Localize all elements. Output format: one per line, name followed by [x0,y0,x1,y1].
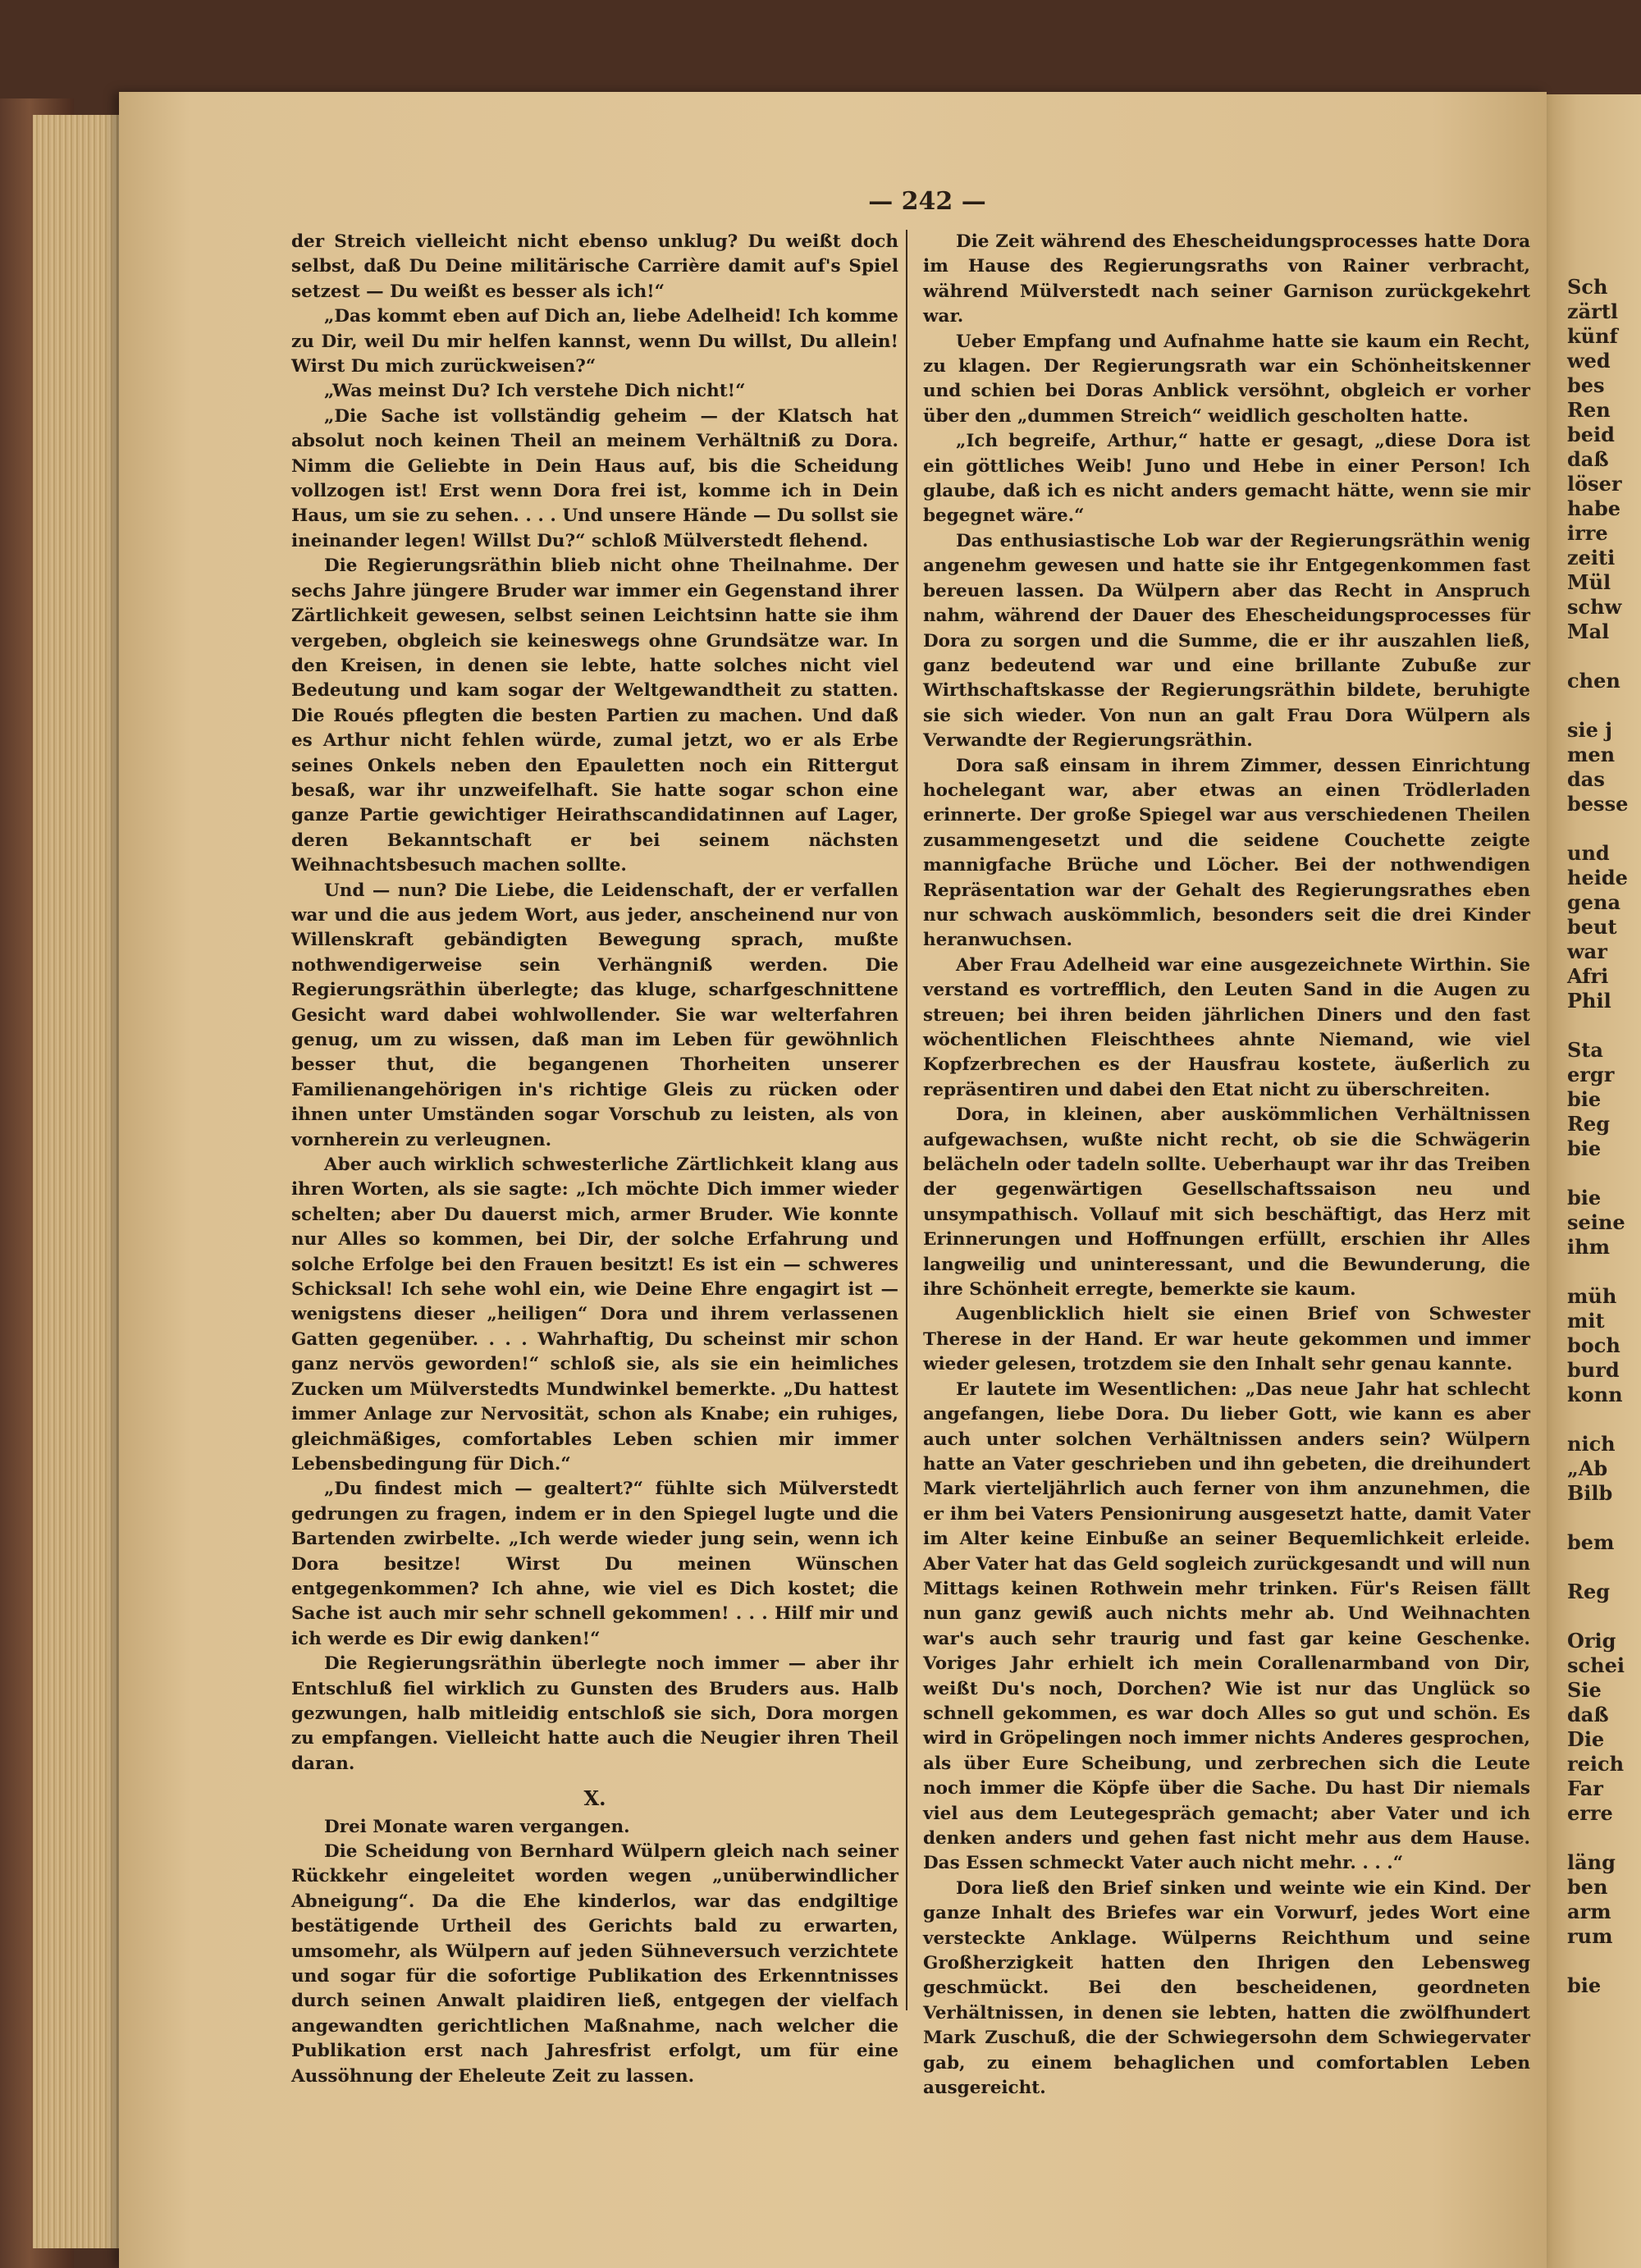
page-edges [33,115,123,2248]
paragraph: Augenblicklich hielt sie einen Brief von Schwester Therese in der Hand. Er war heute gekommen und immer wieder gelesen, trotzdem sie den Inhalt sehr genau kannte. [923,1304,1530,1375]
left-column [291,230,898,2089]
chapter-heading: X. [583,1786,606,1811]
paragraph: Dora saß einsam in ihrem Zimmer, dessen Einrichtung hochelegant war, aber etwas an einen Trödlerladen erinnerte. Der große Spiegel war aus verschiedenen Theilen zusammengesetzt und die seidene Couchette zeigte mannigfache Brüche und Löcher. Bei der nothwendigen Repräsentation war der Gehalt des Regierungsrathes eben nur schwach auskömmlich, besonders seit die drei Kinder heranwuchsen. [923,755,1530,951]
paragraph: „Die Sache ist vollständig geheim — der Klatsch hat absolut noch keinen Theil an meinem Verhältniß zu Dora. Nimm die Geliebte in Dein Haus auf, bis die Scheidung vollzogen ist! Erst wenn Dora frei ist, komme ich in Dein Haus, um sie zu sehen. . . . Und unsere Hände — Du sollst sie ineinander legen! Willst Du?“ schloß Mülverstedt flehend. [291,405,898,551]
paragraph: Die Scheidung von Bernhard Wülpern gleich nach seiner Rückkehr eingeleitet worden wegen „unüberwindlicher Abneigung“. Da die Ehe kinderlos, war das endgiltige bestätigende Urtheil des Gerichts bald zu erwarten, umsomehr, als Wülpern auf jeden Sühneversuch verzichtete und sogar für die sofortige Publikation des Erkenntnisses durch seinen Anwalt plaidiren ließ, entgegen der vielfach angewandten gerichtlichen Maßnahme, nach welcher die Publikation erst nach Jahresfrist erfolgt, um für eine Aussöhnung der Eheleute Zeit zu lassen. [291,1841,898,2087]
adjacent-page [1543,94,1641,2268]
paragraph: Er lautete im Wesentlichen: „Das neue Jahr hat schlecht angefangen, liebe Dora. Du lieber Gott, wie kann es aber auch unter solchen Verhältnissen anders sein? Wülpern hatte an Vater geschrieben und ihn gebeten, die dreihundert Mark vierteljährlich auch ferner von ihm anzunehmen, die er ihm bei Vaters Pensionirung ausgesetzt hatte, damit Vater im Alter keine Einbuße an seiner Bequemlichkeit erleide. Aber Vater hat das Geld sogleich zurückgesandt und will nun Mittags keinen Rothwein mehr trinken. Für's Reisen fällt nun ganz gewiß auch nichts mehr ab. Und Weihnachten war's auch sehr traurig und fast gar keine Geschenke. Voriges Jahr erhielt ich mein Corallenarmband von Dir, weißt Du's noch, Dorchen? Wie ist nur das Unglück so schnell gekommen, es war doch Alles so gut und schön. Es wird in Gröpelingen noch immer nichts Anderes gesprochen, als über Eure Scheibung, und zerbrechen sich die Leute noch immer die Köpfe über die Sache. Du hast Dir niemals viel aus dem Leutegespräch gemacht; aber Vater und ich denken anders und gehen fast nicht mehr aus dem Hause. Das Essen schmeckt Vater auch nicht mehr. . . .“ [923,1379,1530,1874]
paragraph: Die Regierungsräthin blieb nicht ohne Theilnahme. Der sechs Jahre jüngere Bruder war immer ein Gegenstand ihrer Zärtlichkeit gewesen, selbst seinen Leichtsinn hatte sie ihm vergeben, obgleich sie keineswegs ohne Grundsätze war. In den Kreisen, in denen sie lebte, hatte solches nicht viel Bedeutung und kam sogar der Weltgewandtheit zu statten. Die Roués pflegten die besten Partien zu machen. Und daß es Arthur nicht fehlen würde, zumal jetzt, wo er als Erbe seines Onkels neben den Epauletten noch ein Rittergut besaß, war ihr unzweifelhaft. Sie hatte sogar schon eine ganze Partie gewichtiger Heirathscandidatinnen auf Lager, deren Bekanntschaft er bei seinem nächsten Weihnachtsbesuch machen sollte. [291,556,898,876]
right-column [923,230,1530,2101]
paragraph: Und — nun? Die Liebe, die Leidenschaft, der er verfallen war und die aus jedem Wort, aus jeder, anscheinend nur von Willenskraft gebändigten Bewegung sprach, mußte nothwendigerweise sein Verhängniß werden. Die Regierungsräthin überlegte; das kluge, scharfgeschnittene Gesicht ward dabei wohlwollender. Sie war welterfahren genug, um zu wissen, daß man im Leben für gewöhnlich besser thut, die begangenen Thorheiten unserer Familienangehörigen in's richtige Gleis zu rücken oder ihnen unter Umständen sogar Vorschub zu leisten, als von vornherein zu verleugnen. [291,880,898,1150]
column-divider [906,230,907,2010]
paragraph: „Das kommt eben auf Dich an, liebe Adelheid! Ich komme zu Dir, weil Du mir helfen kannst, wenn Du willst, Du allein! Wirst Du mich zurückweisen?“ [291,306,898,377]
page-number: — 242 — [868,187,986,216]
paragraph: der Streich vielleicht nicht ebenso unklug? Du weißt doch selbst, daß Du Deine militärische Carrière damit auf's Spiel setzest — Du weißt es besser als ich!“ [291,231,898,302]
paragraph: „Du findest mich — gealtert?“ fühlte sich Mülverstedt gedrungen zu fragen, indem er in den Spiegel lugte und die Bartenden zwirbelte. „Ich werde wieder jung sein, wenn ich Dora besitze! Wirst Du meinen Wünschen entgegenkommen? Ich ahne, wie viel es Dich kostet; die Sache ist auch mir sehr schnell gekommen! . . . Hilf mir und ich werde es Dir ewig danken!“ [291,1479,898,1649]
paragraph: „Was meinst Du? Ich verstehe Dich nicht!“ [324,381,746,402]
paragraph: Aber Frau Adelheid war eine ausgezeichnete Wirthin. Sie verstand es vortrefflich, den Leuten Sand in die Augen zu streuen; bei ihren beiden jährlichen Diners und den fast wöchentlichen Fleischthees ahnte Niemand, wie viel Kopfzerbrechen es der Hausfrau kostete, äußerlich zu repräsentiren und dabei den Etat nicht zu überschreiten. [923,954,1530,1100]
paragraph: Die Zeit während des Ehescheidungsprocesses hatte Dora im Hause des Regierungsraths von Rainer verbracht, während Mülverstedt nach seiner Garnison zurückgekehrt war. [923,231,1530,327]
paragraph: Die Regierungsräthin überlegte noch immer — aber ihr Entschluß fiel wirklich zu Gunsten des Bruders aus. Halb gezwungen, halb mitleidig entschloß sie sich, Dora morgen zu empfangen. Vielleicht hatte auch die Neugier ihren Theil daran. [291,1653,898,1774]
paragraph: „Ich begreife, Arthur,“ hatte er gesagt, „diese Dora ist ein göttliches Weib! Juno und Hebe in einer Person! Ich glaube, daß ich es nicht anders gemacht hätte, wenn sie mir begegnet wäre.“ [923,431,1530,527]
paragraph: Dora ließ den Brief sinken und weinte wie ein Kind. Der ganze Inhalt des Briefes war ein Vorwurf, jedes Wort eine versteckte Anklage. Wülperns Reichthum und seine Großherzigkeit hatten den Ihrigen den Lebensweg geschmückt. Bei den bescheidenen, geordneten Verhältnissen, in denen sie lebten, hatten die zwölfhundert Mark Zuschuß, die der Schwiegersohn dem Schwiegervater gab, zu einem behaglichen und comfortablen Leben ausgereicht. [923,1877,1530,2099]
paragraph: Das enthusiastische Lob war der Regierungsräthin wenig angenehm gewesen und hatte sie ihr Entgegenkommen fast bereuen lassen. Da Wülpern aber das Recht in Anspruch nahm, während der Dauer des Ehescheidungsprocesses für Dora zu sorgen und die Summe, die er ihr auszahlen ließ, ganz bedeutend war und eine brillante Zubuße zur Wirthschaftskasse der Regierungsräthin bildete, beruhigte sie sich wieder. Von nun an galt Frau Dora Wülpern als Verwandte der Regierungsräthin. [923,530,1530,752]
adjacent-page-text: Sch zärtl künf wed bes Ren beid daß löser habe irre zeiti Mül schw Mal chen sie j men das besse und heide gena beut war Afri Phil Sta ergr bie Reg bie bie seine ihm müh mit boch burd konn nich „Ab Bilb bem Reg Orig schei Sie daß Die reich Far erre läng ben arm rum bie [1567,275,1629,1997]
paragraph: Ueber Empfang und Aufnahme hatte sie kaum ein Recht, zu klagen. Der Regierungsrath war ein Schönheitskenner und schien bei Doras Anblick versöhnt, obgleich er vorher über den „dummen Streich“ weidlich gescholten hatte. [923,331,1530,427]
paragraph: Aber auch wirklich schwesterliche Zärtlichkeit klang aus ihren Worten, als sie sagte: „Ich möchte Dich immer wieder schelten; aber Du dauerst mich, armer Bruder. Wie konnte nur Alles so kommen, bei Dir, der solche Erfahrung und solche Erfolge bei den Frauen besitzt! Es ist ein — schweres Schicksal! Ich sehe wohl ein, wie Deine Ehre engagirt ist — wenigstens dieser „heiligen“ Dora und ihrem verlassenen Gatten gegenüber. . . . Wahrhaftig, Du scheinst mir schon ganz nervös geworden!“ schloß sie, als sie ein heimliches Zucken um Mülverstedts Mundwinkel bemerkte. „Du hattest immer Anlage zur Nervosität, schon als Knabe; ein ruhiges, gleichmäßiges, comfortables Leben schien mir immer Lebensbedingung für Dich.“ [291,1155,898,1475]
paragraph: Dora, in kleinen, aber auskömmlichen Verhältnissen aufgewachsen, wußte nicht recht, ob sie die Schwägerin belächeln oder tadeln sollte. Ueberhaupt war ihr das Treiben der gegenwärtigen Gesellschaftssaison neu und unsympathisch. Vollauf mit sich beschäftigt, das Herz mit Erinnerungen und Hoffnungen erfüllt, erschien ihr Alles langweilig und uninteressant, und die Bewunderung, die ihre Schönheit erregte, bemerkte sie kaum. [923,1104,1530,1301]
paragraph: Drei Monate waren vergangen. [324,1816,630,1837]
